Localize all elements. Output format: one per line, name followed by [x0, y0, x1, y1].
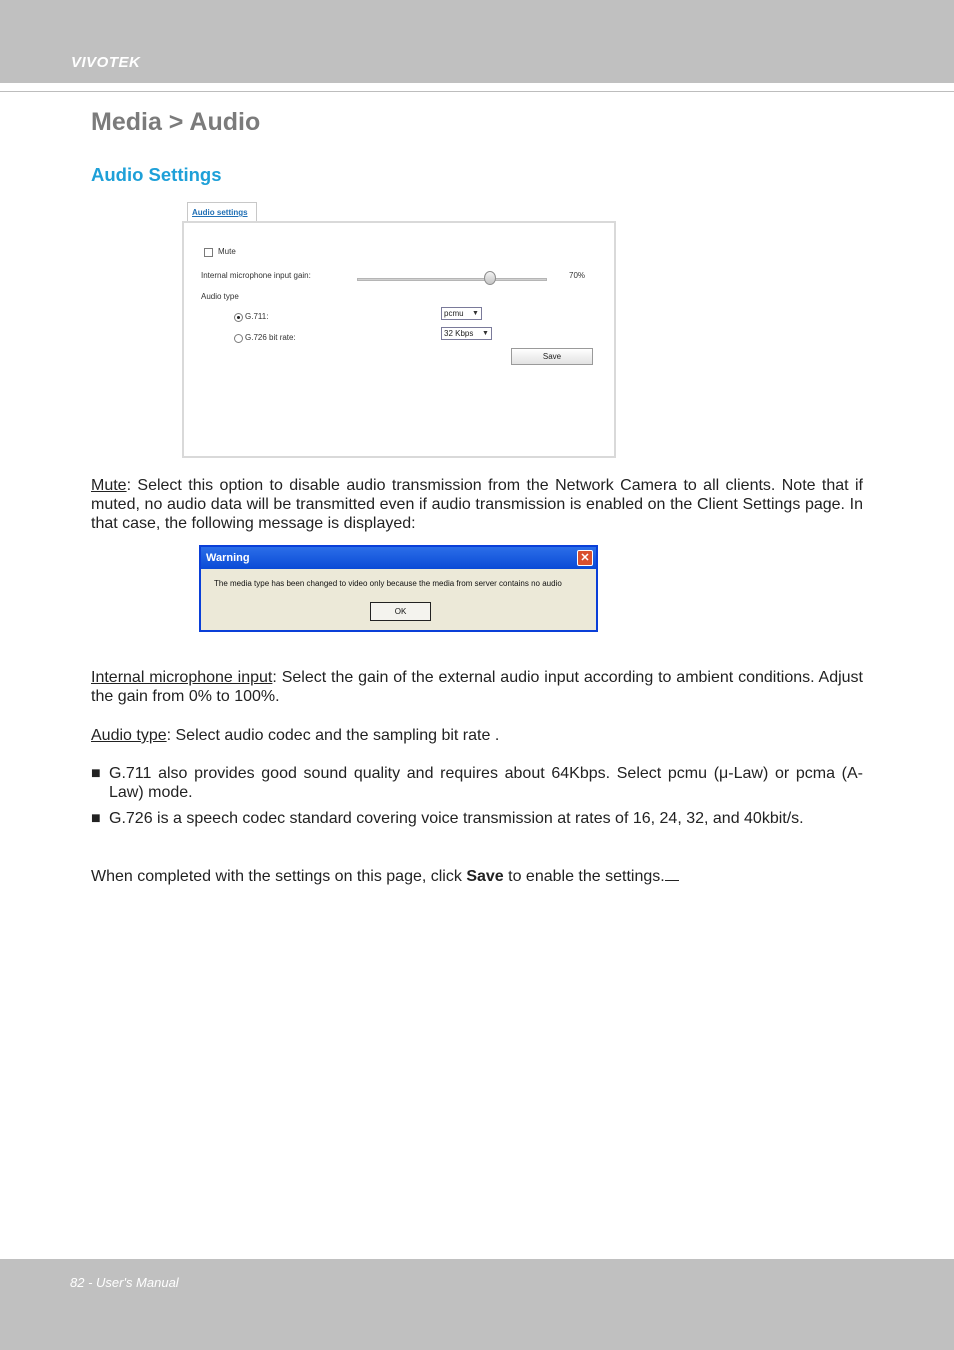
list-item [91, 764, 863, 802]
dialog-title-bar [201, 547, 596, 569]
mute-term: Mute [91, 477, 127, 494]
dialog-title: Warning [206, 552, 250, 564]
gain-slider-thumb[interactable] [484, 271, 496, 285]
warning-dialog [199, 545, 598, 632]
chevron-down-icon: ▼ [472, 310, 479, 317]
bullet-marker: ■ [91, 765, 101, 782]
g726-radio[interactable] [234, 334, 243, 343]
audio-type-label: Audio type [201, 292, 239, 301]
page-title: Media > Audio [91, 108, 261, 136]
list-item [91, 809, 863, 828]
save-button[interactable]: Save [511, 348, 593, 365]
closing-after: to enable the settings. [503, 868, 665, 885]
audio-type-term: Audio type [91, 727, 167, 744]
page-number: 82 - User's Manual [70, 1275, 179, 1290]
header-divider [0, 91, 954, 92]
audio-type-text: : Select audio codec and the sampling bit rate . [166, 727, 500, 744]
bullet-text: G.726 is a speech codec standard covering voice transmission at rates of 16, 24, 32, and 40kbit/s. [109, 810, 804, 827]
mute-checkbox[interactable] [204, 248, 213, 257]
audio-settings-panel [182, 221, 616, 458]
chevron-down-icon: ▼ [482, 330, 489, 337]
closing-sentence [91, 867, 863, 886]
mic-description [91, 668, 863, 706]
mic-term: Internal microphone input [91, 669, 273, 686]
gain-value: 70% [569, 271, 586, 280]
closing-save: Save [466, 868, 504, 885]
g711-select-value: pcmu [444, 309, 464, 318]
mute-text: : Select this option to disable audio transmission from the Network Camera to all clients. Note that if muted, no audio data will be transmitted even if audio transmission is enabled on the Client Settings page. In that case, the following message is displayed: [91, 477, 863, 532]
brand-logo: VIVOTEK [71, 54, 141, 71]
header-band [0, 0, 954, 83]
tab-audio-settings[interactable]: Audio settings [187, 202, 257, 222]
g726-label: G.726 bit rate: [245, 333, 296, 342]
dialog-message: The media type has been changed to video only because the media from server contains no audio [214, 579, 562, 588]
g711-radio[interactable] [234, 313, 243, 322]
mic-text: : Select the gain of the external audio input according to ambient conditions. Adjust the gain from 0% to 100%. [91, 669, 864, 705]
gain-slider-track[interactable] [357, 278, 547, 281]
closing-before: When completed with the settings on this page, click [91, 868, 467, 885]
close-icon[interactable]: ✕ [577, 550, 593, 566]
trailing-underline [665, 867, 679, 881]
footer-band [0, 1259, 954, 1350]
g726-select[interactable] [441, 327, 492, 340]
mute-label: Mute [218, 247, 236, 256]
g726-select-value: 32 Kbps [444, 329, 474, 338]
bullet-marker: ■ [91, 810, 101, 827]
audio-type-description [91, 726, 863, 745]
section-title: Audio Settings [91, 164, 222, 185]
bullet-text: G.711 also provides good sound quality and requires about 64Kbps. Select pcmu (μ-Law) or pcma (A-Law) mode. [109, 765, 863, 801]
g711-select[interactable] [441, 307, 482, 320]
g711-label: G.711: [245, 312, 269, 321]
ok-button[interactable]: OK [370, 602, 431, 621]
mute-description [91, 476, 863, 533]
gain-label: Internal microphone input gain: [201, 271, 311, 280]
